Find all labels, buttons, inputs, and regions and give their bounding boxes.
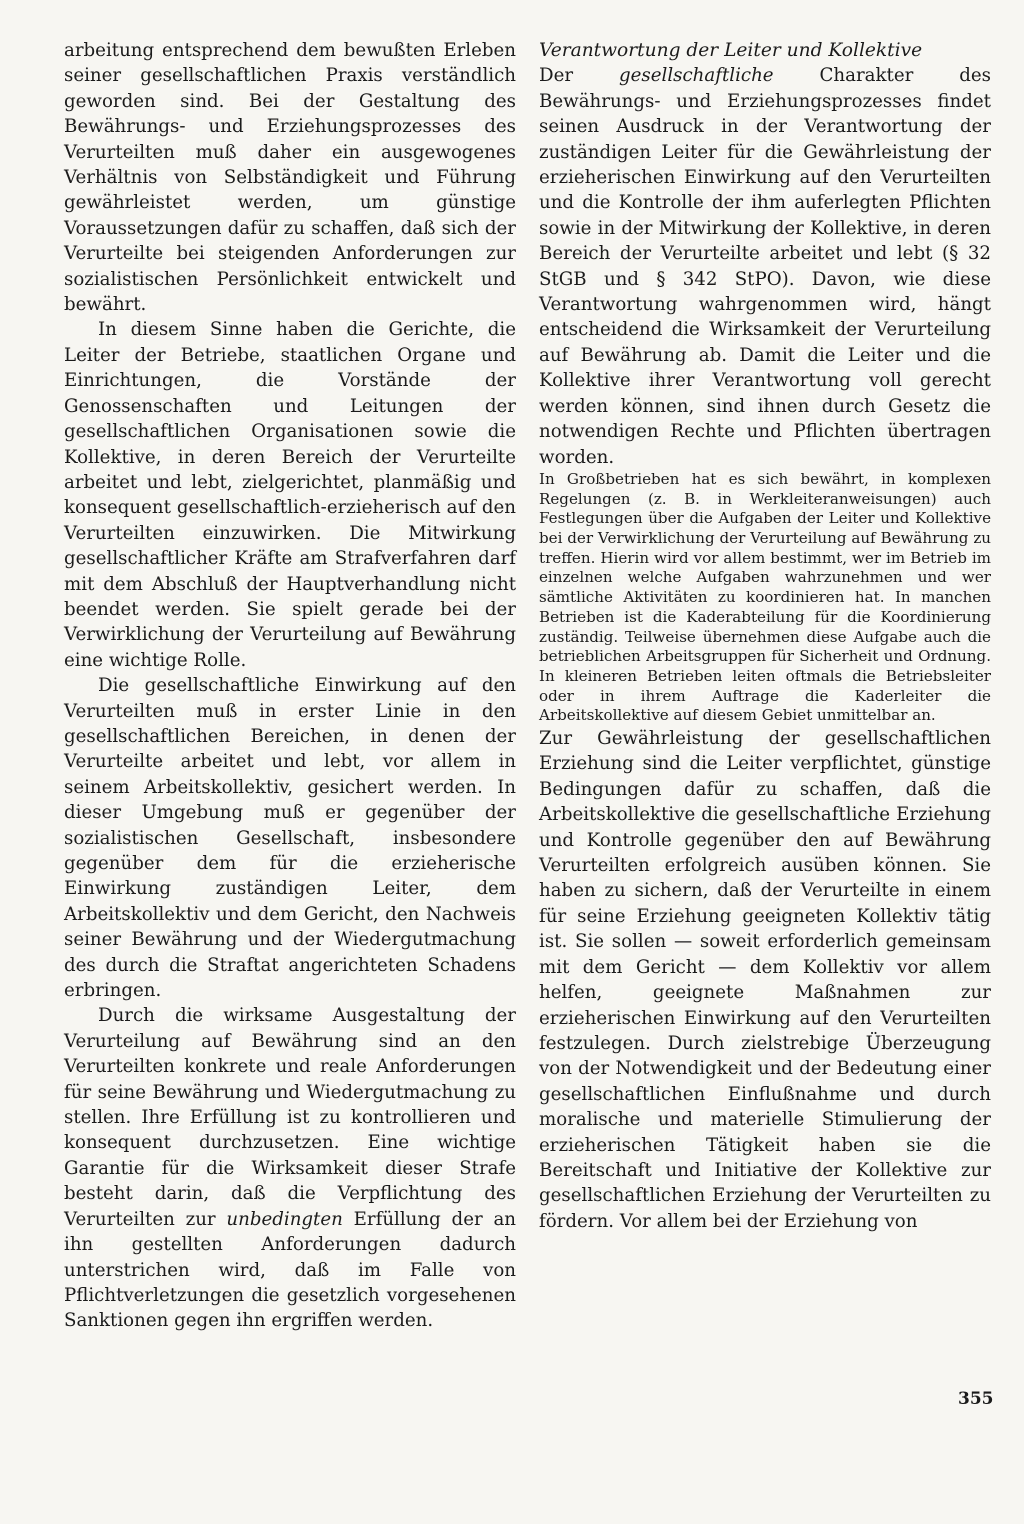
section-heading: Verantwortung der Leiter und Kollektive bbox=[539, 40, 923, 61]
paragraph-leaders-obligations: Zur Gewährleistung der gesellschaftlichen Erziehung sind die Leiter verpflichtet, günstige Bedingungen dafür zu schaffen, daß die Arbeitskollektive die gesellschaftliche Erziehung und Kontrolle gegenüber den auf Bewährung Verurteilten erfolgreich ausüben können. Sie haben zu sichern, daß der Verurteilte in einem für seine Erziehung geeigneten Kollektiv tätig ist. Sie sollen — soweit erforderlich gemeinsam mit dem Gericht — dem Kollektiv vor allem helfen, geeignete Maßnahmen zur erzieherischen Einwirkung auf den Verurteilten festzulegen. Durch zielstrebige Überzeugung von der Notwendigkeit und der Bedeutung einer gesellschaftlichen Einflußnahme und durch moralische und materielle Stimulierung der erzieherischen Tätigkeit haben sie die Bereitschaft und Initiative der Kollektive zur gesellschaftlichen Erziehung der Verurteilten zu fördern. Vor allem bei der Erziehung von bbox=[539, 728, 991, 1232]
emphasis-gesellschaftliche: gesellschaftliche bbox=[619, 65, 774, 87]
text-run: Der bbox=[539, 65, 619, 87]
paragraph-social-influence: Die gesellschaftliche Einwirkung auf den Verurteilten muß in erster Linie in den gesellschaftlichen Bereichen, in denen der Verurteilte arbeitet und lebt, vor allem in seinem Arbeitskollektiv, gesichert werden. In dieser Umgebung muß er gegenüber der sozialistischen Gesellschaft, insbesondere gegenüber dem für die erzieherische Einwirkung zuständigen Leiter, dem Arbeitskollektiv und dem Gericht, den Nachweis seiner Bewährung und der Wiedergutmachung des durch die Straftat angerichteten Schadens erbringen. bbox=[64, 675, 516, 1002]
note-block: In Großbetrieben hat es sich bewährt, in komplexen Regelungen (z. B. in Werkleiteranweisungen) auch Festlegungen über die Aufgaben der Leiter und Kollektive bei der Verwirklichung der Verurteilung auf Bewährung zu treffen. Hierin wird vor allem bestimmt, wer im Betrieb im einzelnen welche Aufgaben wahrzunehmen und wer sämtliche Aktivitäten zu koordinieren hat. In manchen Betrieben ist die Kaderabteilung für die Koordinierung zuständig. Teilweise übernehmen diese Aufgabe auch die betrieblichen Arbeitsgruppen für Sicherheit und Ordnung. In kleineren Betrieben leiten oftmals die Betriebsleiter oder in ihrem Auftrage die Kaderleiter die Arbeitskollektive auf diesem Gebiet unmittelbar an. bbox=[539, 469, 991, 725]
text-run: Charakter des Bewährungs- und Erziehungsprozesses findet seinen Ausdruck in der Verantwortung der zuständigen Leiter für die Gewährleistung der erzieherischen Einwirkung auf den Verurteilten und die Kontrolle der ihm auferlegten Pflichten sowie in der Mitwirkung der Kollektive, in deren Bereich der Verurteilte arbeitet und lebt (§ 32 StGB und § 342 StPO). Davon, wie diese Verantwortung wahrgenommen wird, hängt entscheidend die Wirksamkeit der Verurteilung auf Bewährung ab. Damit die Leiter und die Kollektive ihrer Verantwortung voll gerecht werden können, sind ihnen durch Gesetz die notwendigen Rechte und Pflichten übertragen worden. bbox=[539, 65, 991, 468]
text-run: Erfüllung der an ihn gestellten Anforderungen dadurch unterstrichen wird, daß im Falle von Pflichtverletzungen die gesetzlich vorgesehenen Sanktionen gegen ihn ergriffen werden. bbox=[64, 1208, 517, 1332]
right-column bbox=[539, 38, 991, 1234]
page-number: 355 bbox=[958, 1389, 994, 1409]
paragraph-continuation: arbeitung entsprechend dem bewußten Erleben seiner gesellschaftlichen Praxis verständlich geworden sind. Bei der Gestaltung des Bewährungs- und Erziehungsprozesses des Verurteilten muß daher ein ausgewogenes Verhältnis von Selbständigkeit und Führung gewährleistet werden, um günstige Voraussetzungen dafür zu schaffen, daß sich der Verurteilte bei steigenden Anforderungen zur sozialistischen Persönlichkeit entwickelt und bewährt. bbox=[64, 40, 516, 316]
paragraph-responsibility bbox=[539, 63, 991, 470]
emphasis-unbedingten: unbedingten bbox=[226, 1208, 343, 1230]
paragraph-courts-duties: In diesem Sinne haben die Gerichte, die Leiter der Betriebe, staatlichen Organe und Einrichtungen, die Vorstände der Genossenschaften und Leitungen der gesellschaftlichen Organisationen sowie die Kollektive, in deren Bereich der Verurteilte arbeitet und lebt, zielgerichtet, planmäßig und konsequent gesellschaftlich-erzieherisch auf den Verurteilten einzuwirken. Die Mitwirkung gesellschaftlicher Kräfte am Strafverfahren darf mit dem Abschluß der Hauptverhandlung nicht beendet werden. Sie spielt gerade bei der Verwirklichung der Verurteilung auf Bewährung eine wichtige Rolle. bbox=[64, 319, 516, 671]
left-column bbox=[64, 38, 516, 1334]
text-run: Durch die wirksame Ausgestaltung der Verurteilung auf Bewährung sind an den Verurteilten konkrete und reale Anforderungen für seine Bewährung und Wiedergutmachung zu stellen. Ihre Erfüllung ist zu kontrollieren und konsequent durchzusetzen. Eine wichtige Garantie für die Wirksamkeit dieser Strafe besteht darin, daß die Verpflichtung des Verurteilten zur bbox=[64, 1005, 516, 1230]
paragraph-probation-requirements bbox=[64, 1003, 516, 1333]
